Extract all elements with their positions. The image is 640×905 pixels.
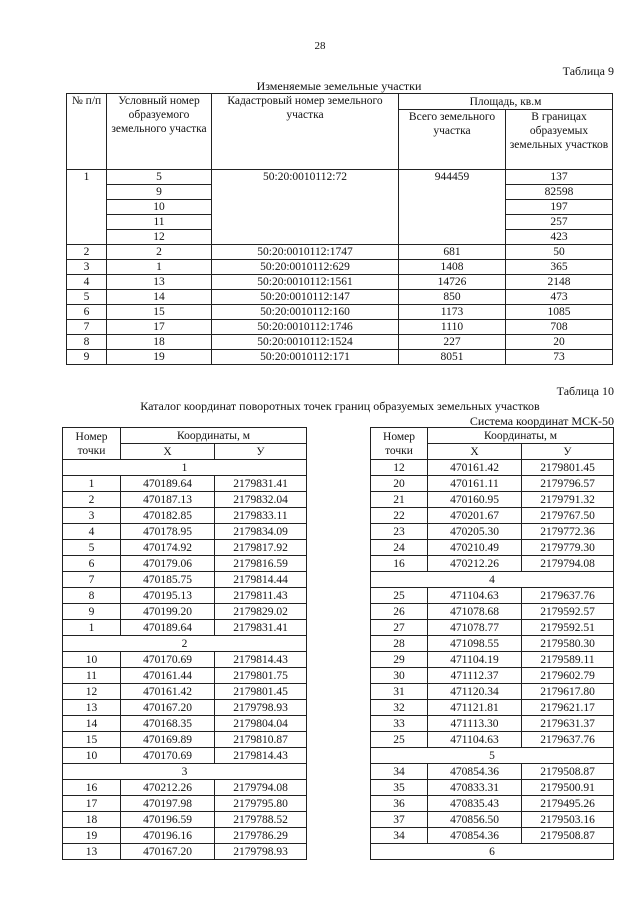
coord-y: 2179772.36: [522, 524, 614, 540]
coord-y: 2179794.08: [215, 780, 307, 796]
section-number: 5: [371, 748, 614, 764]
header-coordinates: Координаты, м: [428, 428, 614, 444]
section-number: 2: [63, 636, 307, 652]
coord-y: 2179503.16: [522, 812, 614, 828]
header-coordinates: Координаты, м: [121, 428, 307, 444]
coord-y: 2179804.04: [215, 716, 307, 732]
point-number: 22: [371, 508, 428, 524]
point-number: 33: [371, 716, 428, 732]
section-row: [371, 748, 614, 764]
cadastral-number: 50:20:0010112:1747: [212, 245, 399, 260]
header-area: Площадь, кв.м: [399, 94, 613, 110]
conditional-number: 19: [107, 350, 212, 365]
conditional-number: 1: [107, 260, 212, 275]
coord-x: 470854.36: [428, 828, 522, 844]
table-row: [371, 588, 614, 604]
row-number: 3: [67, 260, 107, 275]
coord-y: 2179798.93: [215, 844, 307, 860]
point-number: 3: [63, 508, 121, 524]
conditional-number: 10: [107, 200, 212, 215]
coord-x: 470161.42: [121, 684, 215, 700]
table-row: [63, 844, 307, 860]
table-row: [63, 572, 307, 588]
header-x: X: [121, 444, 215, 460]
conditional-number: 12: [107, 230, 212, 245]
row-number: 1: [67, 170, 107, 245]
point-number: 20: [371, 476, 428, 492]
coord-x: 470185.75: [121, 572, 215, 588]
coord-y: 2179798.93: [215, 700, 307, 716]
coord-x: 470169.89: [121, 732, 215, 748]
area-within: 708: [506, 320, 613, 335]
point-number: 16: [63, 780, 121, 796]
row-number: 4: [67, 275, 107, 290]
total-area: 14726: [399, 275, 506, 290]
coord-y: 2179621.17: [522, 700, 614, 716]
coord-x: 470182.85: [121, 508, 215, 524]
coord-y: 2179508.87: [522, 764, 614, 780]
point-number: 34: [371, 764, 428, 780]
point-number: 7: [63, 572, 121, 588]
area-within: 82598: [506, 185, 613, 200]
conditional-number: 2: [107, 245, 212, 260]
coord-x: 470196.59: [121, 812, 215, 828]
table-row: [63, 604, 307, 620]
coord-y: 2179580.30: [522, 636, 614, 652]
table9: [66, 93, 613, 365]
coord-x: 470196.16: [121, 828, 215, 844]
coord-x: 470178.95: [121, 524, 215, 540]
coord-x: 470160.95: [428, 492, 522, 508]
coord-x: 470856.50: [428, 812, 522, 828]
coord-x: 471078.68: [428, 604, 522, 620]
row-number: 7: [67, 320, 107, 335]
row-number: 5: [67, 290, 107, 305]
table-row: [67, 260, 613, 275]
table-row: [63, 540, 307, 556]
area-within: 20: [506, 335, 613, 350]
point-number: 31: [371, 684, 428, 700]
coord-y: 2179592.57: [522, 604, 614, 620]
point-number: 10: [63, 652, 121, 668]
conditional-number: 14: [107, 290, 212, 305]
coord-y: 2179589.11: [522, 652, 614, 668]
table-row: [371, 620, 614, 636]
coord-x: 471098.55: [428, 636, 522, 652]
table-row: [63, 508, 307, 524]
point-number: 15: [63, 732, 121, 748]
coord-x: 470195.13: [121, 588, 215, 604]
coord-y: 2179814.43: [215, 652, 307, 668]
coord-x: 470161.42: [428, 460, 522, 476]
coord-x: 470189.64: [121, 476, 215, 492]
row-number: 9: [67, 350, 107, 365]
cadastral-number: 50:20:0010112:1524: [212, 335, 399, 350]
table-row: [63, 700, 307, 716]
coord-y: 2179786.29: [215, 828, 307, 844]
coord-y: 2179814.43: [215, 748, 307, 764]
cadastral-number: 50:20:0010112:171: [212, 350, 399, 365]
coord-y: 2179795.80: [215, 796, 307, 812]
coord-y: 2179814.44: [215, 572, 307, 588]
table-row: [67, 290, 613, 305]
table-row: [371, 716, 614, 732]
section-number: 3: [63, 764, 307, 780]
table-row: [371, 556, 614, 572]
table-row: [63, 812, 307, 828]
coord-y: 2179831.41: [215, 620, 307, 636]
coord-y: 2179631.37: [522, 716, 614, 732]
coord-x: 470833.31: [428, 780, 522, 796]
coord-x: 471104.19: [428, 652, 522, 668]
area-within: 50: [506, 245, 613, 260]
coord-y: 2179500.91: [522, 780, 614, 796]
conditional-number: 15: [107, 305, 212, 320]
coord-y: 2179801.75: [215, 668, 307, 684]
total-area: 944459: [399, 170, 506, 245]
cadastral-number: 50:20:0010112:1746: [212, 320, 399, 335]
table-row: [371, 732, 614, 748]
coord-y: 2179794.08: [522, 556, 614, 572]
table-row: [371, 460, 614, 476]
coord-y: 2179816.59: [215, 556, 307, 572]
total-area: 1408: [399, 260, 506, 275]
cadastral-number: 50:20:0010112:72: [212, 170, 399, 245]
point-number: 10: [63, 748, 121, 764]
section-number: 6: [371, 844, 614, 860]
coord-x: 470170.69: [121, 748, 215, 764]
coord-y: 2179801.45: [522, 460, 614, 476]
table-row: [67, 275, 613, 290]
point-number: 6: [63, 556, 121, 572]
coord-y: 2179796.57: [522, 476, 614, 492]
coord-x: 471112.37: [428, 668, 522, 684]
point-number: 12: [63, 684, 121, 700]
table-row: [63, 524, 307, 540]
area-within: 1085: [506, 305, 613, 320]
point-number: 18: [63, 812, 121, 828]
point-number: 34: [371, 828, 428, 844]
table-row: [63, 652, 307, 668]
coord-y: 2179832.04: [215, 492, 307, 508]
point-number: 36: [371, 796, 428, 812]
table-row: [67, 170, 613, 185]
table-row: [371, 780, 614, 796]
coord-y: 2179637.76: [522, 732, 614, 748]
coord-x: 470212.26: [428, 556, 522, 572]
point-number: 4: [63, 524, 121, 540]
table-row: [67, 350, 613, 365]
conditional-number: 17: [107, 320, 212, 335]
section-number: 1: [63, 460, 307, 476]
point-number: 2: [63, 492, 121, 508]
point-number: 9: [63, 604, 121, 620]
section-row: [371, 572, 614, 588]
table-row: [371, 700, 614, 716]
cadastral-number: 50:20:0010112:1561: [212, 275, 399, 290]
table10-title: Каталог координат поворотных точек границ образуемых земельных участков: [140, 399, 540, 413]
point-number: 14: [63, 716, 121, 732]
point-number: 11: [63, 668, 121, 684]
total-area: 1110: [399, 320, 506, 335]
table-row: [371, 812, 614, 828]
coordinate-system: Система координат МСК-50: [469, 414, 614, 428]
row-number: 2: [67, 245, 107, 260]
table-row: [371, 508, 614, 524]
point-number: 13: [63, 844, 121, 860]
cadastral-number: 50:20:0010112:629: [212, 260, 399, 275]
coord-x: 471120.34: [428, 684, 522, 700]
row-number: 8: [67, 335, 107, 350]
coord-x: 470201.67: [428, 508, 522, 524]
point-number: 29: [371, 652, 428, 668]
conditional-number: 18: [107, 335, 212, 350]
coord-x: 470168.35: [121, 716, 215, 732]
header-num: № п/п: [67, 94, 107, 170]
coord-x: 470161.44: [121, 668, 215, 684]
header-cadastral-number: Кадастровый номер земельного участка: [212, 94, 399, 170]
point-number: 28: [371, 636, 428, 652]
total-area: 8051: [399, 350, 506, 365]
coord-x: 470187.13: [121, 492, 215, 508]
point-number: 25: [371, 588, 428, 604]
total-area: 681: [399, 245, 506, 260]
coord-x: 470835.43: [428, 796, 522, 812]
point-number: 12: [371, 460, 428, 476]
table9-caption: Таблица 9: [562, 64, 614, 78]
point-number: 8: [63, 588, 121, 604]
area-within: 365: [506, 260, 613, 275]
cadastral-number: 50:20:0010112:160: [212, 305, 399, 320]
row-number: 6: [67, 305, 107, 320]
table-row: [63, 684, 307, 700]
table-row: [371, 764, 614, 780]
coord-x: 470854.36: [428, 764, 522, 780]
page-number: 28: [314, 40, 326, 52]
table-row: [63, 796, 307, 812]
header-y: У: [522, 444, 614, 460]
table-row: [67, 245, 613, 260]
coord-y: 2179811.43: [215, 588, 307, 604]
area-within: 197: [506, 200, 613, 215]
table-row: [63, 556, 307, 572]
header-x: X: [428, 444, 522, 460]
coord-y: 2179592.51: [522, 620, 614, 636]
point-number: 5: [63, 540, 121, 556]
point-number: 23: [371, 524, 428, 540]
table-row: [67, 305, 613, 320]
section-row: [63, 764, 307, 780]
table-row: [67, 320, 613, 335]
section-row: [63, 636, 307, 652]
coord-x: 471104.63: [428, 588, 522, 604]
coord-y: 2179801.45: [215, 684, 307, 700]
cadastral-number: 50:20:0010112:147: [212, 290, 399, 305]
coord-y: 2179508.87: [522, 828, 614, 844]
total-area: 227: [399, 335, 506, 350]
header-point-number: Номер точки: [371, 428, 428, 460]
table10-caption: Таблица 10: [556, 384, 614, 398]
conditional-number: 9: [107, 185, 212, 200]
table10-right-body: [371, 460, 614, 860]
conditional-number: 5: [107, 170, 212, 185]
section-number: 4: [371, 572, 614, 588]
section-row: [63, 460, 307, 476]
coord-y: 2179637.76: [522, 588, 614, 604]
table-row: [63, 588, 307, 604]
point-number: 30: [371, 668, 428, 684]
table-row: [63, 780, 307, 796]
table-row: [371, 492, 614, 508]
coord-x: 470197.98: [121, 796, 215, 812]
coord-x: 470189.64: [121, 620, 215, 636]
coord-y: 2179833.11: [215, 508, 307, 524]
point-number: 13: [63, 700, 121, 716]
point-number: 35: [371, 780, 428, 796]
point-number: 17: [63, 796, 121, 812]
coord-y: 2179495.26: [522, 796, 614, 812]
coord-x: 470170.69: [121, 652, 215, 668]
point-number: 1: [63, 620, 121, 636]
table10-left-body: [63, 460, 307, 860]
area-within: 257: [506, 215, 613, 230]
point-number: 19: [63, 828, 121, 844]
conditional-number: 11: [107, 215, 212, 230]
point-number: 21: [371, 492, 428, 508]
table-row: [371, 684, 614, 700]
coord-y: 2179791.32: [522, 492, 614, 508]
header-total-area: Всего земельного участка: [399, 110, 506, 170]
table-row: [63, 668, 307, 684]
coord-x: 470179.06: [121, 556, 215, 572]
area-within: 137: [506, 170, 613, 185]
header-point-number: Номер точки: [63, 428, 121, 460]
coord-y: 2179602.79: [522, 668, 614, 684]
table9-body: [67, 170, 613, 365]
table-row: [371, 796, 614, 812]
table-row: [63, 716, 307, 732]
table9-title: Изменяемые земельные участки: [256, 79, 422, 93]
coord-x: 470205.30: [428, 524, 522, 540]
coord-x: 471121.81: [428, 700, 522, 716]
section-row: [371, 844, 614, 860]
coord-y: 2179831.41: [215, 476, 307, 492]
table-row: [371, 636, 614, 652]
table-row: [371, 828, 614, 844]
total-area: 850: [399, 290, 506, 305]
table-row: [63, 748, 307, 764]
coord-x: 470174.92: [121, 540, 215, 556]
area-within: 423: [506, 230, 613, 245]
point-number: 25: [371, 732, 428, 748]
table-row: [371, 540, 614, 556]
area-within: 473: [506, 290, 613, 305]
header-within-area: В границах образуемых земельных участков: [506, 110, 613, 170]
point-number: 1: [63, 476, 121, 492]
table-row: [371, 652, 614, 668]
point-number: 24: [371, 540, 428, 556]
point-number: 26: [371, 604, 428, 620]
coord-x: 470212.26: [121, 780, 215, 796]
coord-x: 470161.11: [428, 476, 522, 492]
table-row: [67, 335, 613, 350]
table-row: [371, 524, 614, 540]
area-within: 73: [506, 350, 613, 365]
table-row: [371, 604, 614, 620]
coord-x: 470167.20: [121, 700, 215, 716]
coord-y: 2179834.09: [215, 524, 307, 540]
point-number: 37: [371, 812, 428, 828]
coord-y: 2179788.52: [215, 812, 307, 828]
coord-y: 2179767.50: [522, 508, 614, 524]
table-row: [63, 620, 307, 636]
coord-x: 471113.30: [428, 716, 522, 732]
table10-left: [62, 427, 307, 860]
coord-x: 470210.49: [428, 540, 522, 556]
table-row: [63, 732, 307, 748]
table-row: [371, 476, 614, 492]
point-number: 27: [371, 620, 428, 636]
table-row: [63, 828, 307, 844]
header-y: У: [215, 444, 307, 460]
coord-y: 2179810.87: [215, 732, 307, 748]
area-within: 2148: [506, 275, 613, 290]
table10-right: [370, 427, 614, 860]
conditional-number: 13: [107, 275, 212, 290]
coord-x: 470199.20: [121, 604, 215, 620]
coord-y: 2179829.02: [215, 604, 307, 620]
coord-y: 2179617.80: [522, 684, 614, 700]
total-area: 1173: [399, 305, 506, 320]
table-row: [63, 492, 307, 508]
table-row: [63, 476, 307, 492]
coord-x: 471078.77: [428, 620, 522, 636]
coord-y: 2179779.30: [522, 540, 614, 556]
table-row: [371, 668, 614, 684]
coord-x: 470167.20: [121, 844, 215, 860]
coord-x: 471104.63: [428, 732, 522, 748]
point-number: 32: [371, 700, 428, 716]
coord-y: 2179817.92: [215, 540, 307, 556]
point-number: 16: [371, 556, 428, 572]
header-conditional-number: Условный номер образуемого земельного участка: [107, 94, 212, 170]
